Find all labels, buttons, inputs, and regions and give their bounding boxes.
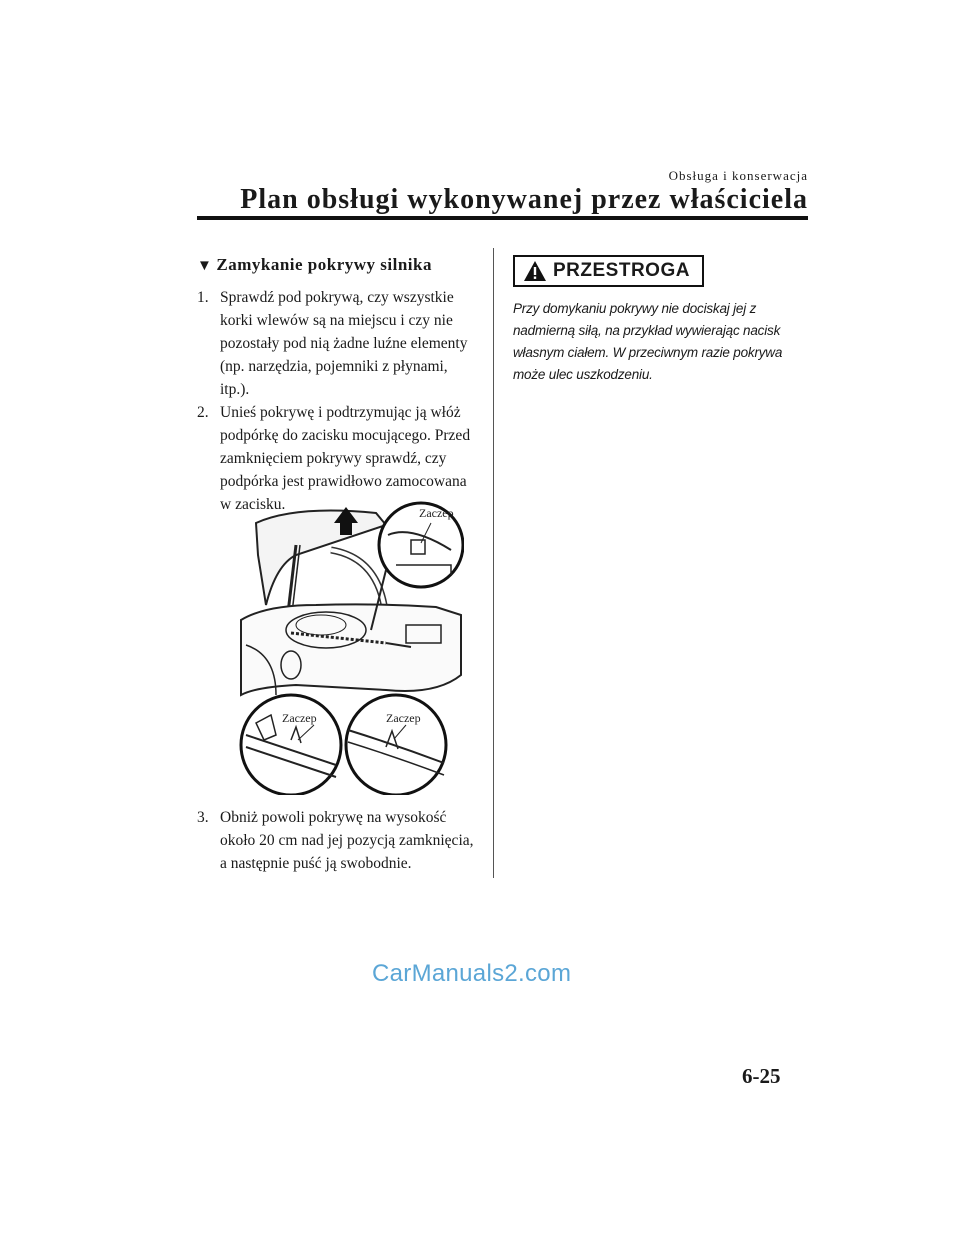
chapter-label: Obsługa i konserwacja xyxy=(668,168,808,183)
triangle-bullet-icon: ▼ xyxy=(197,258,213,274)
step-number: 3. xyxy=(197,809,209,826)
caution-title: PRZESTROGA xyxy=(553,260,690,281)
step-text: Sprawdź pod pokrywą, czy wszystkie korki wlewów są na miejscu i czy nie pozostały pod nią żadne luźne elementy (np. narzędzia, pojemniki z płynami, itp.). xyxy=(220,289,468,398)
callout-bottom-left-label: Zaczep xyxy=(282,711,317,725)
engine-bay xyxy=(241,604,461,695)
callout-bottom-right-label: Zaczep xyxy=(386,711,421,725)
caution-header xyxy=(513,255,704,287)
subheading-text: Zamykanie pokrywy silnika xyxy=(216,255,432,274)
step-item xyxy=(197,806,479,875)
subheading xyxy=(197,255,432,275)
column-divider xyxy=(493,248,494,878)
step-text: Obniż powoli pokrywę na wysokość około 20 cm nad jej pozycją zamknięcia, a następnie puść ją swobodnie. xyxy=(220,809,474,872)
callout-top-label: Zaczep xyxy=(419,506,454,520)
caution-text: Przy domykaniu pokrywy nie dociskaj jej z nadmierną siłą, na przykład wywierając nacisk własnym ciałem. W przeciwnym razie pokrywa może ulec uszkodzeniu. xyxy=(513,301,783,382)
step-number: 1. xyxy=(197,289,209,306)
steps-list xyxy=(197,286,479,516)
detail-callout-bottom-left xyxy=(241,695,341,795)
step-item xyxy=(197,286,479,401)
steps-list-continued xyxy=(197,806,479,875)
warning-triangle-icon xyxy=(523,260,547,282)
watermark: CarManuals2.com xyxy=(372,960,572,987)
page-number: 6-25 xyxy=(742,1064,781,1088)
hood-lid xyxy=(256,511,386,605)
step-text: Unieś pokrywę i podtrzymując ją włóż podpórkę do zacisku mocującego. Przed zamknięciem pokrywy sprawdź, czy podpórka jest prawidłowo zamocowana w zacisku. xyxy=(220,404,471,513)
step-number: 2. xyxy=(197,404,209,421)
header-rule xyxy=(197,216,808,220)
hood-illustration xyxy=(236,495,464,795)
section-title: Plan obsługi wykonywanej przez właściciela xyxy=(240,184,808,215)
